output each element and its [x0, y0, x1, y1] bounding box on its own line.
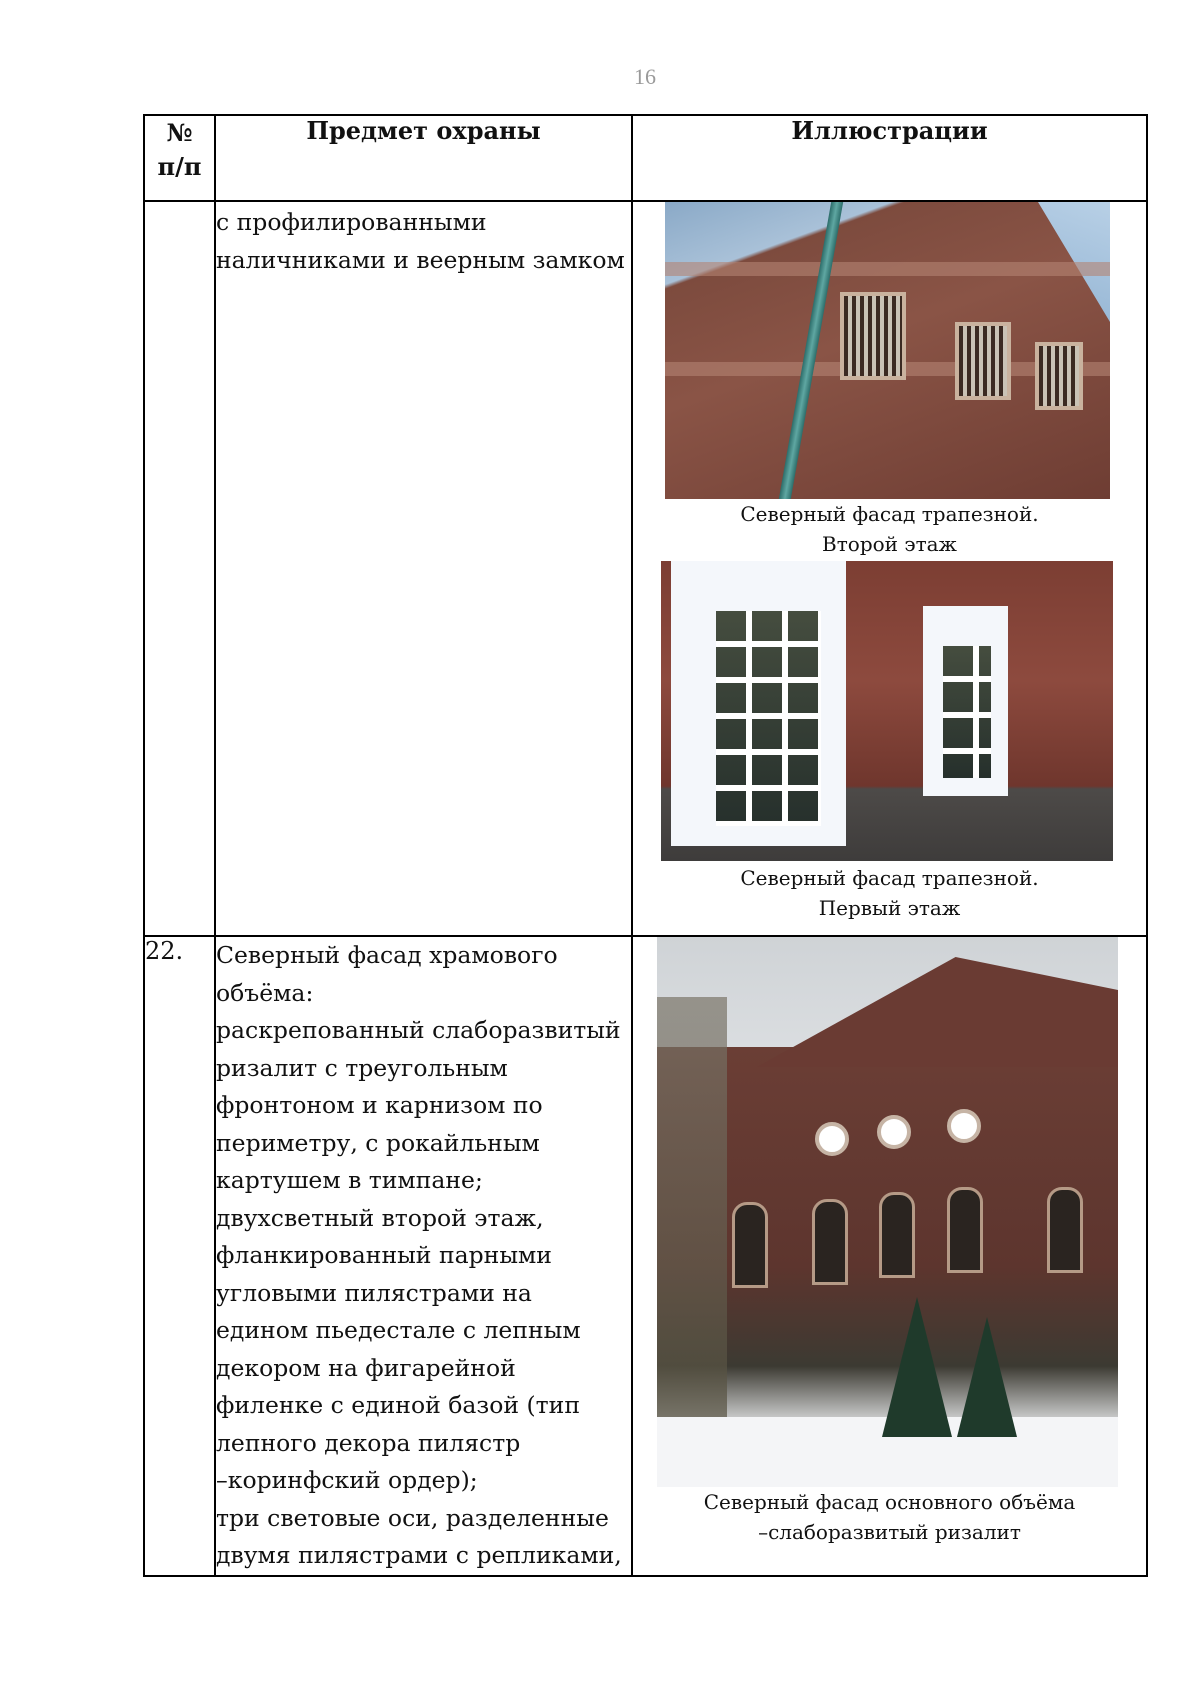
photo-pediment	[757, 957, 1118, 1067]
subject-line: раскрепованный слаборазвитый	[216, 1016, 621, 1044]
photo-window	[840, 292, 906, 380]
photo-tree	[657, 997, 727, 1417]
photo-cornice	[665, 262, 1110, 276]
caption-line: Северный фасад трапезной.	[740, 502, 1039, 526]
photo-window-glass	[716, 611, 821, 826]
subject-line: декором на фигарейной	[216, 1353, 516, 1382]
caption-line: Первый этаж	[818, 896, 961, 920]
subject-line: периметру, с рокайльным	[216, 1128, 540, 1157]
subject-line: –коринфский ордер);	[216, 1466, 478, 1494]
subject-line: объёма:	[216, 978, 314, 1007]
photo-arched-window	[879, 1192, 915, 1278]
row-illustrations	[632, 936, 1147, 1576]
subject-line: фланкированный парными	[216, 1241, 552, 1269]
photo-window	[1035, 342, 1083, 410]
photo-fir-tree	[957, 1317, 1017, 1437]
subject-line: фронтоном и карнизом по	[216, 1091, 543, 1119]
subject-line: двумя пилястрами с репликами,	[216, 1541, 622, 1569]
photo-caption	[633, 863, 1146, 923]
table-row	[144, 936, 1147, 1576]
subject-line: с профилированными	[216, 208, 487, 236]
photo-caption	[633, 499, 1146, 559]
subject-line: двухсветный второй этаж,	[216, 1203, 544, 1232]
row-number: 22.	[144, 936, 215, 1576]
table-row	[144, 201, 1147, 936]
subject-line: ризалит с треугольным	[216, 1053, 508, 1082]
page-number: 16	[634, 64, 656, 89]
row-number	[144, 201, 215, 936]
subject-line: филенке с единой базой (тип	[216, 1391, 580, 1419]
caption-line: –слаборазвитый ризалит	[758, 1520, 1021, 1544]
header-subject: Предмет охраны	[215, 115, 632, 201]
subject-line: три световые оси, разделенные	[216, 1503, 609, 1532]
subject-line: угловыми пилястрами на	[216, 1278, 532, 1307]
subject-line: картушем в тимпане;	[216, 1166, 483, 1194]
row-subject	[215, 201, 632, 936]
photo-arched-window	[1047, 1187, 1083, 1273]
photo-round-window	[877, 1115, 911, 1149]
caption-line: Второй этаж	[822, 532, 957, 556]
photo-fir-tree	[882, 1297, 952, 1437]
photo-arched-window	[732, 1202, 768, 1288]
subject-line: едином пьедестале с лепным	[216, 1316, 581, 1344]
row-subject	[215, 936, 632, 1576]
photo-window	[955, 322, 1011, 400]
photo-north-facade-second-floor	[665, 202, 1110, 499]
subject-line: наличниками и веерным замком	[216, 245, 625, 274]
header-number	[144, 115, 215, 201]
photo-drainpipe	[779, 202, 843, 499]
photo-arched-window	[812, 1199, 848, 1285]
photo-window-glass	[943, 646, 991, 778]
header-illustrations: Иллюстрации	[632, 115, 1147, 201]
header-number-line2: п/п	[157, 152, 202, 181]
photo-north-facade-first-floor	[661, 561, 1113, 861]
caption-line: Северный фасад основного объёма	[703, 1490, 1076, 1514]
caption-line: Северный фасад трапезной.	[740, 866, 1039, 890]
photo-round-window	[947, 1109, 981, 1143]
photo-round-window	[815, 1122, 849, 1156]
protection-subject-table	[143, 114, 1148, 1577]
row-illustrations	[632, 201, 1147, 936]
photo-caption	[633, 1487, 1146, 1547]
subject-line: лепного декора пилястр	[216, 1428, 521, 1457]
table-header-row	[144, 115, 1147, 201]
photo-north-facade-main-volume	[657, 937, 1118, 1487]
subject-line: Северный фасад храмового	[216, 941, 558, 969]
header-number-line1: №	[166, 118, 193, 147]
photo-arched-window	[947, 1187, 983, 1273]
